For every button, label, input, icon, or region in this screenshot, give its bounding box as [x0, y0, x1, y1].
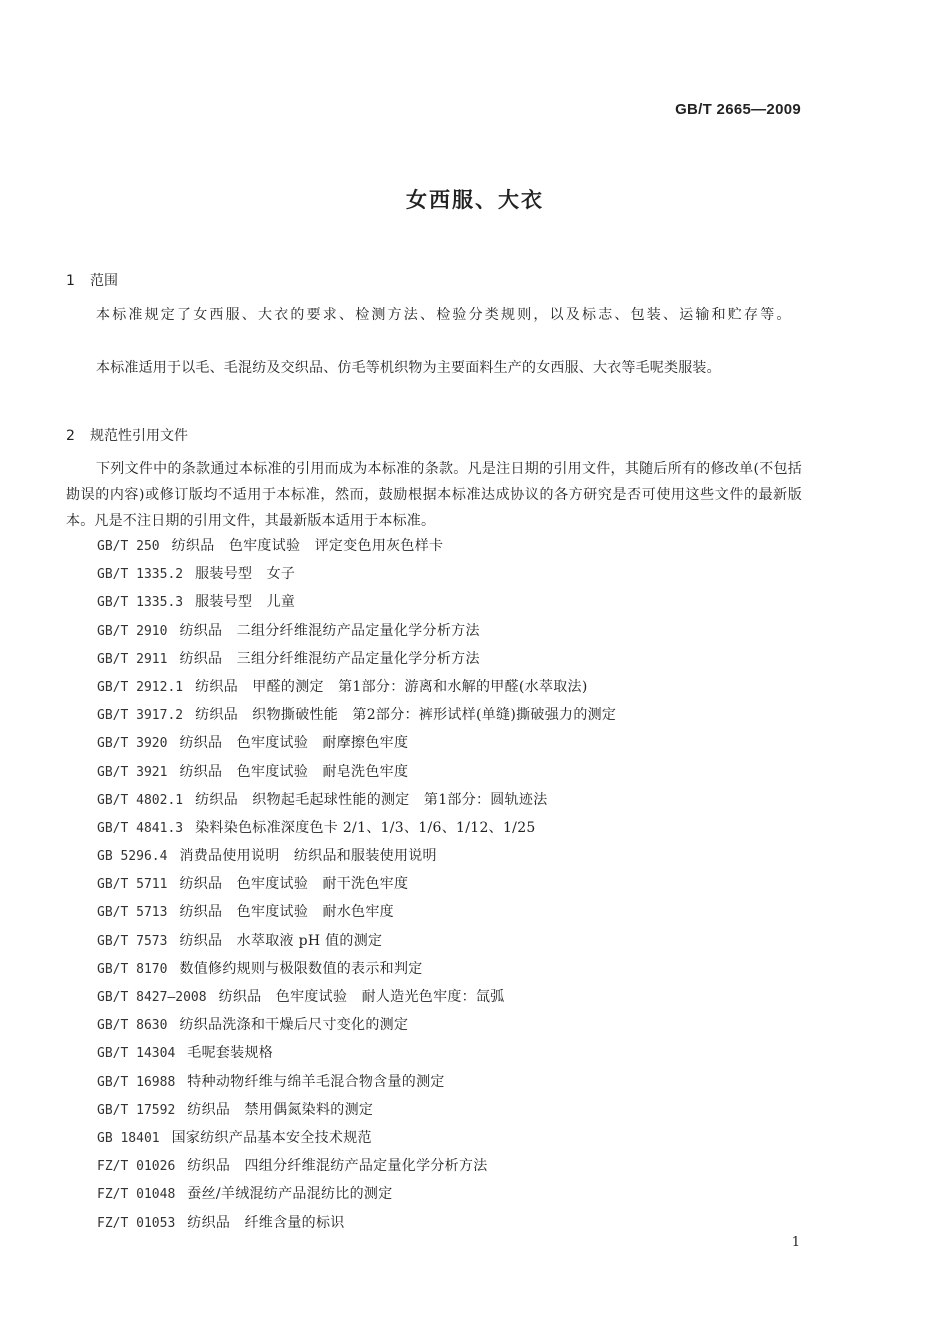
reference-name: 服装号型 女子 [195, 566, 296, 583]
reference-item [97, 729, 817, 757]
reference-item [97, 1152, 817, 1180]
reference-item [97, 786, 817, 814]
reference-item [97, 1068, 817, 1096]
reference-name: 蚕丝/羊绒混纺产品混纺比的测定 [187, 1186, 393, 1203]
reference-name: 纺织品 纤维含量的标识 [187, 1214, 345, 1231]
reference-name: 纺织品 禁用偶氮染料的测定 [187, 1101, 374, 1118]
reference-name: 纺织品 三组分纤维混纺产品定量化学分析方法 [179, 650, 480, 667]
reference-name: 国家纺织产品基本安全技术规范 [171, 1129, 372, 1146]
section-number: 2 [66, 428, 75, 444]
reference-code: GB/T 14304 [97, 1046, 176, 1062]
reference-code: GB/T 4802.1 [97, 792, 184, 808]
document-title: 女西服、大衣 [406, 188, 544, 212]
reference-item [97, 645, 817, 673]
reference-name: 纺织品 甲醛的测定 第1部分：游离和水解的甲醛(水萃取法) [195, 678, 588, 695]
section-number: 1 [66, 273, 75, 289]
reference-code: GB/T 2911 [97, 651, 168, 667]
reference-code: GB/T 2910 [97, 623, 168, 639]
reference-item [97, 870, 817, 898]
reference-code: GB 18401 [97, 1130, 160, 1146]
reference-name: 纺织品 二组分纤维混纺产品定量化学分析方法 [179, 622, 480, 639]
scope-paragraph-2: 本标准适用于以毛、毛混纺及交织品、仿毛等机织物为主要面料生产的女西服、大衣等毛呢类服装。 [96, 360, 721, 376]
reference-item [97, 842, 817, 870]
reference-item [97, 898, 817, 926]
reference-item [97, 927, 817, 955]
reference-item [97, 1039, 817, 1067]
reference-code: GB/T 17592 [97, 1102, 176, 1118]
reference-name: 纺织品 色牢度试验 耐人造光色牢度：氙弧 [218, 989, 505, 1005]
reference-name: 服装号型 儿童 [195, 594, 296, 611]
scope-paragraph-1: 本标准规定了女西服、大衣的要求、检测方法、检验分类规则，以及标志、包装、运输和贮存等。 [96, 307, 793, 323]
reference-name: 纺织品 四组分纤维混纺产品定量化学分析方法 [187, 1158, 488, 1175]
reference-item [97, 758, 817, 786]
reference-item [97, 955, 817, 983]
reference-name: 纺织品 色牢度试验 耐皂洗色牢度 [179, 763, 409, 780]
section-heading-normative-references [66, 425, 188, 445]
reference-code: GB/T 8170 [97, 961, 168, 977]
reference-code: GB/T 2912.1 [97, 679, 184, 695]
reference-code: GB/T 3917.2 [97, 708, 184, 724]
reference-name: 纺织品 色牢度试验 评定变色用灰色样卡 [171, 538, 444, 554]
reference-item [97, 701, 817, 729]
reference-code: GB/T 8630 [97, 1018, 168, 1034]
reference-item [97, 1124, 817, 1152]
reference-name: 特种动物纤维与绵羊毛混合物含量的测定 [187, 1073, 445, 1090]
reference-list [97, 532, 817, 1237]
reference-code: FZ/T 01053 [97, 1215, 176, 1231]
reference-code: GB/T 7573 [97, 933, 168, 949]
reference-item [97, 588, 817, 616]
reference-name: 纺织品 水萃取液 pH 值的测定 [179, 932, 383, 949]
reference-item [97, 1096, 817, 1124]
reference-name: 纺织品 织物起毛起球性能的测定 第1部分：圆轨迹法 [195, 791, 548, 808]
reference-code: GB 5296.4 [97, 849, 168, 865]
reference-code: GB/T 8427—2008 [97, 990, 207, 1005]
reference-code: FZ/T 01026 [97, 1159, 176, 1175]
section-heading-scope [66, 270, 118, 290]
reference-code: GB/T 250 [97, 539, 160, 554]
reference-code: GB/T 4841.3 [97, 820, 184, 836]
reference-item [97, 532, 817, 560]
reference-name: 纺织品 色牢度试验 耐摩擦色牢度 [179, 735, 409, 752]
reference-code: GB/T 16988 [97, 1074, 176, 1090]
reference-code: GB/T 1335.2 [97, 567, 184, 583]
reference-name: 纺织品 色牢度试验 耐干洗色牢度 [179, 876, 409, 893]
reference-item [97, 983, 817, 1011]
reference-name: 消费品使用说明 纺织品和服装使用说明 [179, 848, 437, 865]
section-title: 范围 [90, 273, 118, 289]
reference-code: GB/T 3920 [97, 736, 168, 752]
reference-name: 纺织品洗涤和干燥后尺寸变化的测定 [179, 1017, 409, 1034]
reference-name: 纺织品 织物撕破性能 第2部分：裤形试样(单缝)撕破强力的测定 [195, 707, 617, 724]
reference-item [97, 814, 817, 842]
reference-item [97, 1180, 817, 1208]
section-title: 规范性引用文件 [90, 428, 188, 444]
reference-item [97, 673, 817, 701]
standard-code: GB/T 2665—2009 [675, 101, 801, 118]
reference-item [97, 1011, 817, 1039]
reference-code: GB/T 1335.3 [97, 595, 184, 611]
reference-code: GB/T 5713 [97, 905, 168, 921]
reference-item [97, 1209, 817, 1237]
reference-code: FZ/T 01048 [97, 1187, 176, 1203]
reference-name: 毛呢套装规格 [187, 1045, 274, 1062]
reference-name: 染料染色标准深度色卡 2/1、1/3、1/6、1/12、1/25 [195, 819, 536, 836]
reference-name: 纺织品 色牢度试验 耐水色牢度 [179, 904, 394, 921]
reference-item [97, 560, 817, 588]
reference-name: 数值修约规则与极限数值的表示和判定 [179, 960, 423, 977]
reference-item [97, 617, 817, 645]
page-number: 1 [791, 1235, 800, 1250]
reference-code: GB/T 5711 [97, 877, 168, 893]
reference-code: GB/T 3921 [97, 764, 168, 780]
references-intro-paragraph: 下列文件中的条款通过本标准的引用而成为本标准的条款。凡是注日期的引用文件，其随后所有的修改单(不包括勘误的内容)或修订版均不适用于本标准，然而，鼓励根据本标准达成协议的各方研究是否可使用这些文件的最新版本。凡是不注日期的引用文件，其最新版本适用于本标准。 [66, 461, 802, 529]
